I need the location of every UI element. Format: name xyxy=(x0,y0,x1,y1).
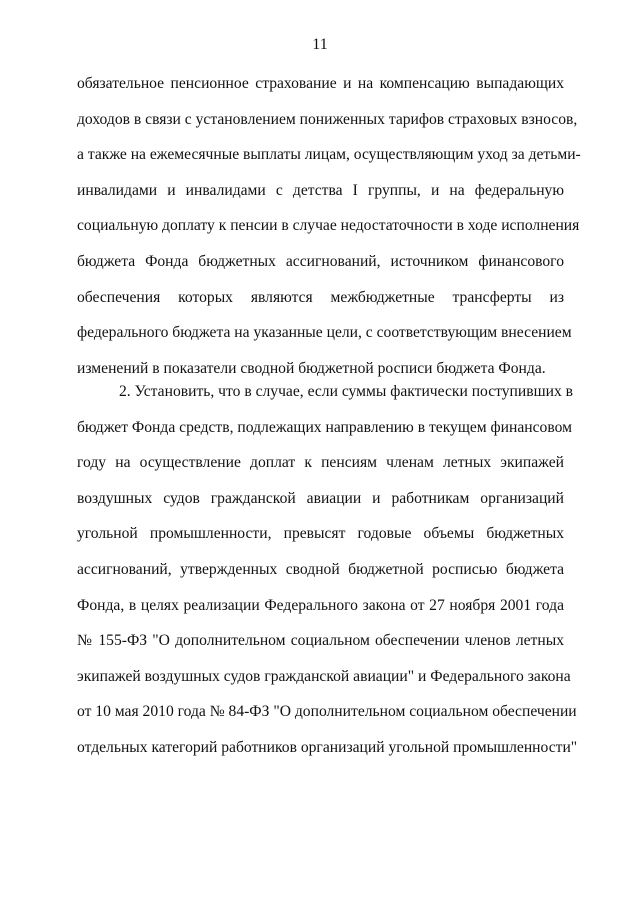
text-line: инвалидами и инвалидами с детства I группы, и на федеральную xyxy=(77,181,564,199)
text-line: от 10 мая 2010 года № 84-ФЗ "О дополнительном социальном обеспечении xyxy=(77,703,577,721)
text-line: бюджет Фонда средств, подлежащих направлению в текущем финансовом xyxy=(77,418,572,436)
text-line: воздушных судов гражданской авиации и работникам организаций xyxy=(77,489,564,507)
paragraph-1 xyxy=(77,74,581,394)
text-line: а также на ежемесячные выплаты лицам, осуществляющим уход за детьми- xyxy=(77,146,581,164)
text-line: социальную доплату к пенсии в случае недостаточности в ходе исполнения xyxy=(77,217,580,235)
text-line: Фонда, в целях реализации Федерального закона от 27 ноября 2001 года xyxy=(77,596,564,614)
page-number: 11 xyxy=(312,36,328,53)
text-line: году на осуществление доплат к пенсиям членам летных экипажей xyxy=(77,454,564,472)
text-line: ассигнований, утвержденных сводной бюджетной росписью бюджета xyxy=(77,560,564,578)
text-line: отдельных категорий работников организаций угольной промышленности" xyxy=(77,738,578,756)
text-line: угольной промышленности, превысят годовые объемы бюджетных xyxy=(77,525,564,543)
text-line: изменений в показатели сводной бюджетной росписи бюджета Фонда. xyxy=(77,359,546,377)
text-line: обязательное пенсионное страхование и на компенсацию выпадающих xyxy=(77,75,564,92)
text-line: бюджета Фонда бюджетных ассигнований, источником финансового xyxy=(77,252,564,270)
text-line: 2. Установить, что в случае, если суммы фактически поступивших в xyxy=(119,383,574,400)
text-line: № 155-ФЗ "О дополнительном социальном обеспечении членов летных xyxy=(77,632,564,650)
paragraph-2 xyxy=(77,382,578,774)
text-line: федерального бюджета на указанные цели, с соответствующим внесением xyxy=(77,324,572,342)
text-line: доходов в связи с установлением пониженных тарифов страховых взносов, xyxy=(77,110,578,128)
text-line: обеспечения которых являются межбюджетные трансферты из xyxy=(77,288,564,306)
text-line: экипажей воздушных судов гражданской авиации" и Федерального закона xyxy=(77,667,571,685)
